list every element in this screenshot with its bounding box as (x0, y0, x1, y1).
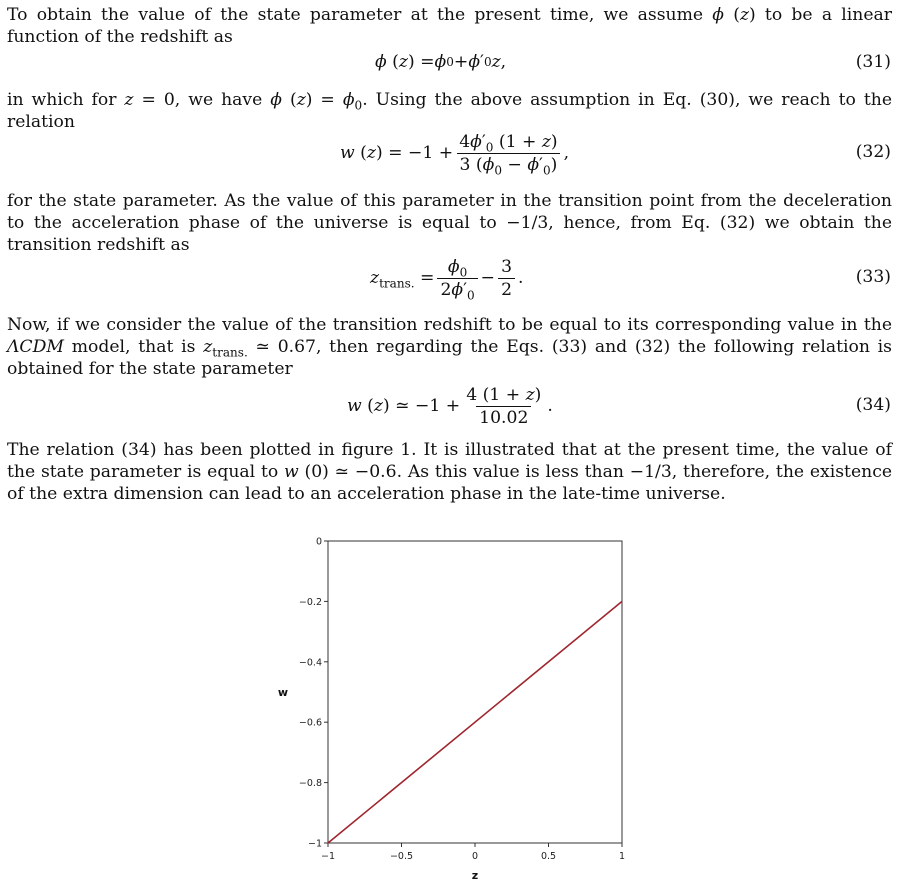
y-tick-label: −0.4 (298, 657, 322, 669)
y-tick-label: −0.2 (298, 596, 322, 608)
equation-32-fraction: $\frac{4\phi'_0 (1 + z)}{3 (\phi_0 - \phi'_0)}$ (456, 132, 560, 175)
y-tick-label: −0.8 (298, 778, 322, 790)
paragraph-4: Now, if we consider the value of the transition redshift to be equal to its corresponding value in the ΛCDM model, that is $z_{trans.}$ ≃ 0.67, then regarding the Eqs. (33) and (32) the following relation is obtained for the state parameter (7, 315, 892, 379)
x-tick-label: −1 (320, 851, 336, 862)
paragraph-3: for the state parameter. As the value of this parameter in the transition point from the deceleration to the acceleration phase of the universe is equal to −1/3, hence, from Eq. (32) we obtain the transition redshift as (7, 191, 892, 255)
y-tick-label: 0 (315, 536, 322, 548)
x-tick-label: 1 (618, 851, 626, 862)
y-tick-label: −1 (307, 838, 322, 850)
x-axis-label: z (471, 869, 479, 880)
y-tick-label: −0.6 (298, 717, 322, 729)
plot-frame (328, 541, 622, 843)
series-line-w-of-z (328, 601, 622, 843)
equation-33 (0, 253, 899, 303)
equation-number-33: (33) (855, 267, 891, 287)
figure-1 (270, 530, 650, 880)
equation-34-fraction: $\frac{4 (1 + z)}{10.02}$ (466, 384, 542, 428)
equation-34 (0, 381, 899, 431)
equation-31 (0, 52, 899, 76)
equation-34-body: w (z) ≃ −1 + $\frac{4 (1 + z)}{10.02}$ . (347, 384, 553, 428)
x-tick-label: 0.5 (540, 851, 557, 862)
paragraph-1: To obtain the value of the state parameter at the present time, we assume ϕ (z) to be a linear function of the redshift as (7, 5, 892, 47)
equation-32-body: w (z) = −1 + $\frac{4\phi'_0 (1 + z)}{3 (\phi_0 - \phi'_0)}$ , (340, 131, 570, 177)
y-axis-label: w (277, 686, 289, 699)
equation-number-32: (32) (855, 142, 891, 162)
state-parameter-plot (270, 530, 650, 880)
equation-31-body: ϕ ( z ) = ϕ 0 + ϕ ′ 0 z , (375, 52, 507, 72)
equation-number-31: (31) (855, 52, 891, 72)
x-tick-label: −0.5 (389, 851, 414, 862)
x-tick-label: 0 (471, 851, 479, 862)
equation-number-34: (34) (855, 395, 891, 415)
paragraph-2: in which for z = 0, we have ϕ $(z) = \phi_0$. Using the above assumption in Eq. (30), we reach to the relation (7, 90, 892, 132)
paragraph-5: The relation (34) has been plotted in figure 1. It is illustrated that at the present time, the value of the state parameter is equal to w (0) ≃ −0.6. As this value is less than −1/3, therefore, the existence of the extra dimension can lead to an acceleration phase in the late-time universe. (7, 440, 892, 504)
equation-33-fraction-1: $\frac{\phi_0}{2\phi'_0}$ (437, 257, 477, 300)
equation-33-body: $z_{trans.}$ = $\frac{\phi_0}{2\phi'_0}$ − $\frac{3}{2}$ . (370, 256, 524, 302)
equation-33-fraction-2: $\frac{3}{2}$ (498, 257, 515, 300)
equation-32 (0, 128, 899, 178)
